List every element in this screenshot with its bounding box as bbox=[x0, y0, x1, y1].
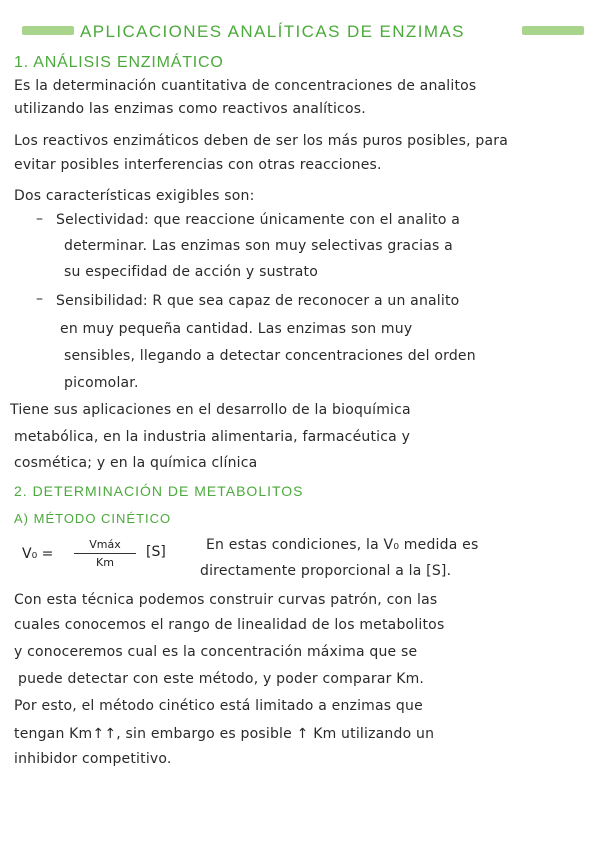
bullet-2-line-3: sensibles, llegando a detectar concentraciones del orden bbox=[64, 348, 476, 364]
fraction-bar bbox=[74, 553, 136, 554]
title-decoration-right bbox=[522, 26, 584, 35]
purity-line-1: Los reactivos enzimáticos deben de ser los más puros posibles, para bbox=[14, 133, 508, 149]
bullet-1-line-3: su especifidad de acción y sustrato bbox=[64, 264, 319, 280]
body-line-6: tengan Km↑↑, sin embargo es posible ↑ Km utilizando un bbox=[14, 726, 435, 742]
applications-line-1: Tiene sus aplicaciones en el desarrollo de la bioquímica bbox=[10, 402, 411, 418]
bullet-2-line-4: picomolar. bbox=[64, 375, 139, 391]
bullet-1-line-1: Selectividad: que reaccione únicamente con el analito a bbox=[56, 212, 461, 228]
formula-fraction bbox=[74, 538, 136, 569]
bullet-2-line-2: en muy pequeña cantidad. Las enzimas son muy bbox=[60, 321, 413, 337]
body-line-7: inhibidor competitivo. bbox=[14, 751, 172, 767]
title-row bbox=[0, 22, 600, 42]
michaelis-formula bbox=[22, 538, 192, 578]
intro-line-2: utilizando las enzimas como reactivos analíticos. bbox=[14, 101, 366, 117]
body-line-3: y conoceremos cual es la concentración máxima que se bbox=[14, 644, 418, 660]
applications-line-2: metabólica, en la industria alimentaria, farmacéutica y bbox=[14, 429, 411, 445]
body-line-4: puede detectar con este método, y poder comparar Km. bbox=[18, 671, 425, 687]
applications-line-3: cosmética; y en la química clínica bbox=[14, 455, 258, 471]
intro-line-1: Es la determinación cuantitativa de concentraciones de analitos bbox=[14, 78, 477, 94]
title-decoration-left bbox=[22, 26, 74, 35]
formula-note-line-1: En estas condiciones, la V₀ medida es bbox=[206, 537, 479, 553]
formula-factor: [S] bbox=[146, 544, 166, 560]
formula-numerator: Vmáx bbox=[89, 538, 121, 551]
bullet-dash-2: – bbox=[36, 291, 43, 307]
section-1-heading: 1. ANÁLISIS ENZIMÁTICO bbox=[14, 54, 224, 71]
bullet-2-line-1: Sensibilidad: R que sea capaz de reconocer a un analito bbox=[56, 293, 460, 309]
body-line-5: Por esto, el método cinético está limitado a enzimas que bbox=[14, 698, 423, 714]
body-line-2: cuales conocemos el rango de linealidad de los metabolitos bbox=[14, 617, 445, 633]
page-title: APLICACIONES ANALÍTICAS DE ENZIMAS bbox=[80, 22, 465, 41]
body-line-1: Con esta técnica podemos construir curvas patrón, con las bbox=[14, 592, 438, 608]
characteristics-intro: Dos características exigibles son: bbox=[14, 188, 255, 204]
formula-note-line-2: directamente proporcional a la [S]. bbox=[200, 563, 452, 579]
section-2-heading: 2. DETERMINACIÓN DE METABOLITOS bbox=[14, 483, 304, 499]
bullet-1-line-2: determinar. Las enzimas son muy selectivas gracias a bbox=[64, 238, 453, 254]
bullet-dash-1: – bbox=[36, 211, 43, 227]
section-2a-heading: A) MÉTODO CINÉTICO bbox=[14, 511, 172, 526]
formula-denominator: Km bbox=[96, 556, 114, 569]
purity-line-2: evitar posibles interferencias con otras reacciones. bbox=[14, 157, 382, 173]
formula-lhs: V₀ = bbox=[22, 546, 54, 562]
